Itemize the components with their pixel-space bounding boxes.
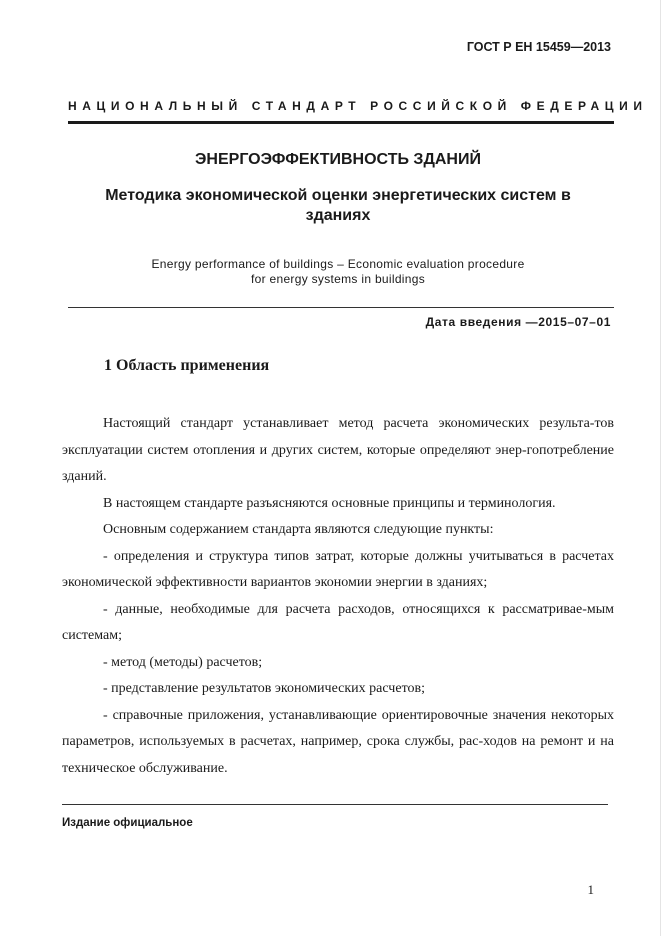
document-subtitle (60, 186, 616, 226)
list-item: - справочные приложения, устанавливающие ориентировочные значения некоторых параметров, используемых в расчетах, например, срока службы, рас-ходов на ремонт и на техническое обслуживание. (62, 707, 614, 776)
header-divider (68, 121, 614, 124)
english-title-line-1: Energy performance of buildings – Economic evaluation procedure (151, 257, 525, 271)
list-item: - метод (методы) расчетов; (103, 654, 263, 670)
english-title-line-2: for energy systems in buildings (250, 272, 426, 286)
subtitle-line-1: Методика экономической оценки энергетических систем в (105, 187, 571, 204)
list-item: - представление результатов экономических расчетов; (103, 681, 425, 696)
section-body (62, 411, 614, 782)
footer-divider (62, 804, 608, 805)
introduction-date: Дата введения —2015–07–01 (425, 315, 611, 329)
document-code: ГОСТ Р ЕН 15459—2013 (466, 40, 611, 54)
paragraph: В настоящем стандарте разъясняются основные принципы и терминология. (103, 495, 556, 511)
page-number: 1 (587, 882, 594, 897)
document-title: ЭНЕРГОЭФФЕКТИВНОСТЬ ЗДАНИЙ (195, 151, 481, 168)
paragraph: Настоящий стандарт устанавливает метод расчета экономических результа-тов эксплуатации систем отопления и других систем, которые определяют энер-гопотребление зданий. (62, 416, 614, 484)
english-title (60, 257, 616, 287)
subtitle-line-2: зданиях (305, 207, 371, 224)
list-item: - данные, необходимые для расчета расходов, относящихся к рассматривае-мым системам; (62, 601, 614, 643)
section-heading: 1 Область применения (104, 357, 270, 374)
edition-label: Издание официальное (62, 817, 193, 829)
list-item: - определения и структура типов затрат, которые должны учитываться в расчетах экономической эффективности вариантов экономии энергии в зданиях; (62, 548, 614, 590)
paragraph: Основным содержанием стандарта являются следующие пункты: (103, 522, 494, 537)
title-divider (68, 307, 614, 308)
national-standard-banner: НАЦИОНАЛЬНЫЙ СТАНДАРТ РОССИЙСКОЙ ФЕДЕРАЦИИ (68, 99, 648, 113)
